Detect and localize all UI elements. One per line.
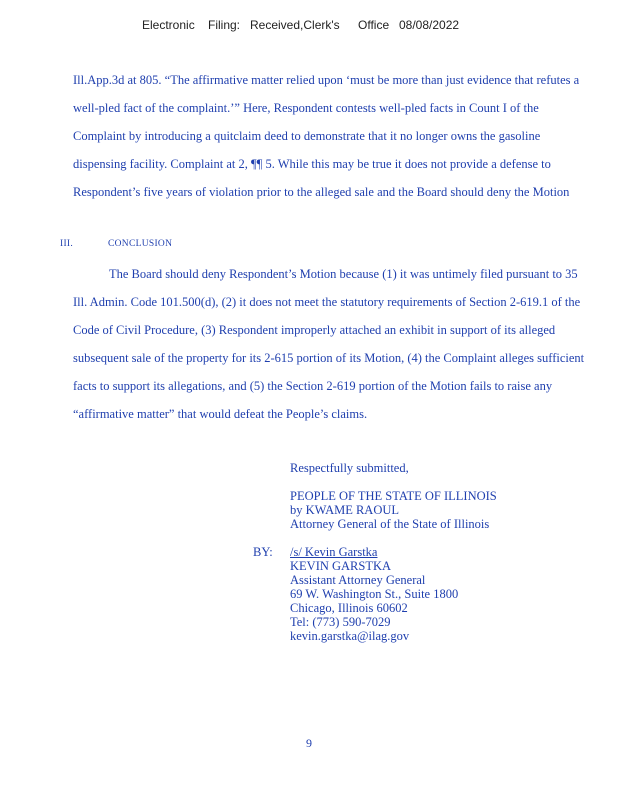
argument-paragraph: Ill.App.3d at 805. “The affirmative matter relied upon ‘must be more than just evidence that refutes a well-pled fact of the complaint.’” Here, Respondent contests well-pled facts in Count I of the Complaint by introducing a quitclaim deed to demonstrate that it no longer owns the gasoline dispensing facility. Complaint at 2, ¶¶ 5. While this may be true it does not provide a defense to Respondent’s five years of violation prior to the alleged sale and the Board should deny the Motion — [73, 73, 580, 199]
section-title: CONCLUSION — [108, 239, 173, 249]
party-block — [290, 489, 497, 531]
by-label: BY: — [253, 545, 273, 559]
stamp-electronic: Electronic — [142, 18, 195, 32]
stamp-office: Office — [358, 18, 390, 32]
respectfully-submitted: Respectfully submitted, — [290, 461, 409, 475]
stamp-received: Received,Clerk's — [250, 18, 340, 32]
signature-line — [290, 545, 458, 559]
stamp-filing: Filing: — [208, 18, 241, 32]
by-attorney-general: by KWAME RAOUL — [290, 503, 400, 517]
page-number: 9 — [306, 736, 312, 750]
signer-title: Assistant Attorney General — [290, 573, 426, 587]
attorney-general-title: Attorney General of the State of Illinois — [290, 517, 490, 531]
section-heading — [60, 239, 172, 249]
signer-name: KEVIN GARSTKA — [290, 559, 392, 573]
address-line-2: Chicago, Illinois 60602 — [290, 601, 408, 615]
section-number: III. — [60, 239, 74, 249]
conclusion-paragraph: The Board should deny Respondent’s Motion because (1) it was untimely filed pursuant to 35 Ill. Admin. Code 101.500(d), (2) it does not meet the statutory requirements of Section 2-619.1 of the Code of Civil Procedure, (3) Respondent improperly attached an exhibit in support of its alleged subsequent sale of the property for its 2-615 portion of its Motion, (4) the Complaint alleges sufficient facts to support its allegations, and (5) the Section 2-619 portion of the Motion fails to raise any “affirmative matter” that would defeat the People’s claims. — [73, 267, 585, 421]
closing-block — [290, 461, 409, 475]
stamp-date: 08/08/2022 — [399, 18, 460, 32]
signature-block — [290, 545, 458, 643]
signature-text: /s/ Kevin Garstka — [290, 545, 378, 559]
party-name: PEOPLE OF THE STATE OF ILLINOIS — [290, 489, 497, 503]
address-line-1: 69 W. Washington St., Suite 1800 — [290, 587, 459, 601]
telephone: Tel: (773) 590-7029 — [290, 615, 391, 629]
email-address: kevin.garstka@ilag.gov — [290, 629, 410, 643]
